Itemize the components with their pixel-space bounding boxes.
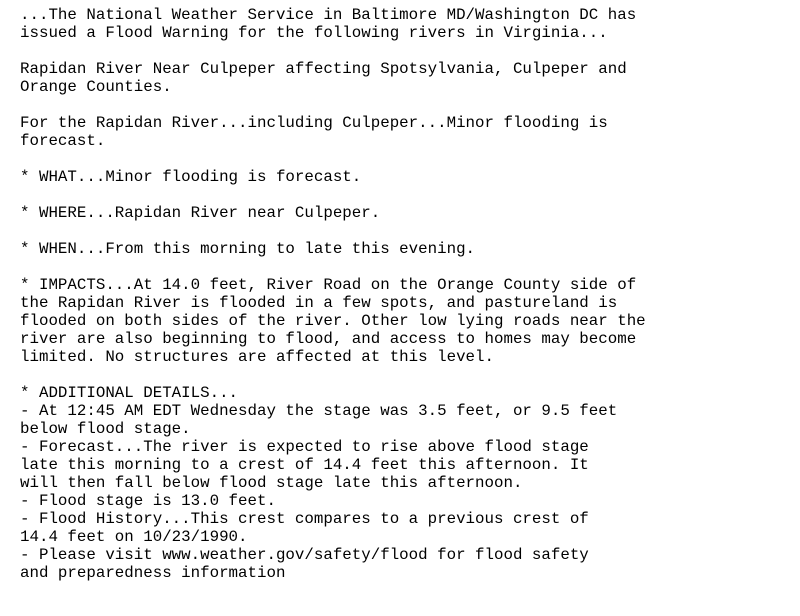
bulletin-line: * ADDITIONAL DETAILS... — [20, 384, 239, 402]
bulletin-line: flooded on both sides of the river. Other low lying roads near the — [20, 312, 646, 330]
bulletin-line: - Forecast...The river is expected to rise above flood stage — [20, 438, 589, 456]
bulletin-line — [20, 258, 800, 276]
bulletin-line: * WHEN...From this morning to late this evening. — [20, 240, 476, 258]
bulletin-line: the Rapidan River is flooded in a few spots, and pastureland is — [20, 294, 618, 312]
bulletin-line: - At 12:45 AM EDT Wednesday the stage was 3.5 feet, or 9.5 feet — [20, 402, 618, 420]
bulletin-line: - Flood stage is 13.0 feet. — [20, 492, 276, 510]
bulletin-line: For the Rapidan River...including Culpeper...Minor flooding is — [20, 114, 608, 132]
bulletin-line: Rapidan River Near Culpeper affecting Spotsylvania, Culpeper and — [20, 60, 627, 78]
bulletin-line: Orange Counties. — [20, 78, 172, 96]
bulletin-line: ...The National Weather Service in Baltimore MD/Washington DC has — [20, 6, 637, 24]
bulletin-line: issued a Flood Warning for the following rivers in Virginia... — [20, 24, 608, 42]
bulletin-line — [20, 150, 800, 168]
bulletin-line: river are also beginning to flood, and access to homes may become — [20, 330, 637, 348]
bulletin-line — [20, 96, 800, 114]
bulletin-line: below flood stage. — [20, 420, 191, 438]
bulletin-line — [20, 42, 800, 60]
bulletin-line: - Flood History...This crest compares to a previous crest of — [20, 510, 589, 528]
bulletin-line: * WHAT...Minor flooding is forecast. — [20, 168, 362, 186]
bulletin-line: late this morning to a crest of 14.4 feet this afternoon. It — [20, 456, 589, 474]
bulletin-line: * IMPACTS...At 14.0 feet, River Road on the Orange County side of — [20, 276, 637, 294]
bulletin-line — [20, 366, 800, 384]
bulletin-line: - Please visit www.weather.gov/safety/flood for flood safety — [20, 546, 589, 564]
bulletin-line — [20, 186, 800, 204]
bulletin-line: 14.4 feet on 10/23/1990. — [20, 528, 248, 546]
bulletin-line: forecast. — [20, 132, 106, 150]
bulletin-line: will then fall below flood stage late this afternoon. — [20, 474, 523, 492]
bulletin-line: and preparedness information — [20, 564, 286, 582]
bulletin-line — [20, 222, 800, 240]
bulletin-line: limited. No structures are affected at this level. — [20, 348, 494, 366]
bulletin-line: * WHERE...Rapidan River near Culpeper. — [20, 204, 381, 222]
